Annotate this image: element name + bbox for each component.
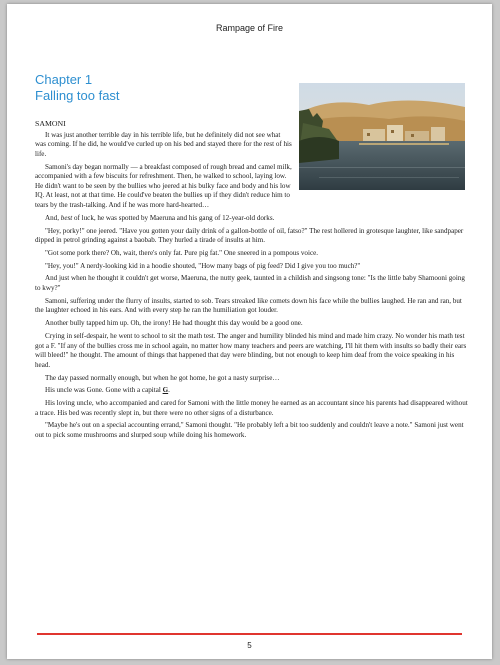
paragraph-text: His uncle was Gone. Gone with a capital [45, 386, 163, 395]
paragraph: Samoni, suffering under the flurry of insults, started to sob. Tears streaked like comets down his face while the bullies laughed. He ran and ran, but the laughter echoed in his ears. And with every step he ran the humiliation got louder. [35, 296, 462, 315]
emphasis-capital-g: G [162, 386, 169, 395]
footer-rule [37, 633, 462, 635]
page-number: 5 [247, 641, 252, 650]
paragraph: And just when he thought it couldn't get worse, Maeruna, the nutty geek, taunted in a childish and singsong tone: "Is the little baby Shamooni going to kwy?" [35, 274, 465, 293]
chapter-subtitle: Falling too fast [35, 88, 120, 103]
chapter-number: Chapter 1 [35, 72, 93, 87]
paragraph-lead: Samoni's day began normally — a breakfast composed of rough bread and camel milk, accompanied with a few biscuits for refreshment. Then, he walked to school, laying low. He didn't want to be seen by the bullies who jeered at his bulky face and body and his low IQ. At least, not at that time. He could've beaten the bullies up if they didn't reduce him to tears by the trash-talking. And if he was more hard-hearted… [35, 162, 292, 209]
paragraph-text: And, [45, 213, 61, 222]
paragraph: The day passed normally enough, but when he got home, he got a nasty surprise… [45, 373, 280, 382]
section-heading: SAMONI [35, 119, 66, 128]
paragraph-text: of luck, he was spotted by Maeruna and his gang of 12-year-old dorks. [72, 213, 275, 222]
paragraph-text: . [168, 386, 170, 395]
paragraph: "Hey, porky!" one jeered. "Have you gotten your daily drink of a gallon-bottle of oil, fatso?" The rest hollered in grotesque laughter, like sandpaper dipped in petrol grinding against a baobab. They hurled a tirade of insults at him. [35, 226, 464, 245]
paragraph: "Got some pork there? Oh, wait, there's only fat. Pure pig fat." One sneered in a pompous voice. [45, 248, 319, 257]
chapter-title [35, 72, 120, 104]
emphasis: best [60, 213, 73, 222]
paragraph: His loving uncle, who accompanied and cared for Samoni with the little money he earned as an accountant since his parents had disappeared without a trace. His bed was recently slept in, but there were no other signs of a disturbance. [35, 399, 468, 417]
paragraph [35, 163, 469, 211]
paragraph [35, 386, 469, 396]
paragraph: Another bully tapped him up. Oh, the irony! He had thought this day would be a good one. [45, 319, 303, 328]
paragraph: "Hey, you!" A nerdy-looking kid in a hoodie shouted, "How many bags of pig feed? Did I give you too much?" [45, 261, 361, 270]
paragraph [35, 214, 469, 224]
paragraph: It was just another terrible day in his terrible life, but he definitely did not see what was coming. If he did, he would've curled up on his bed and stayed there for the rest of his life. [35, 130, 292, 158]
document-page [7, 4, 492, 659]
chapter-body [35, 119, 469, 444]
running-header: Rampage of Fire [215, 23, 284, 33]
paragraph: "Maybe he's out on a special accounting errand," Samoni thought. "He probably left a bit too suddenly and couldn't leave a note." Samoni just went out to pick some mushrooms and slurped soup while doing his homework. [35, 421, 464, 440]
paragraph: Crying in self-despair, he went to school to sit the math test. The anger and humility blinded his mind and made him crazy. No wonder his math test got a F. "If any of the bullies cross me in school again, no matter how many teachers and peers are watching, I'll hit them with insults so badly their ears will bleed!" he thought. The amount of things that happened that day were blinding, but not enough to keep him deaf from the voice speaking in his head. [35, 331, 467, 369]
